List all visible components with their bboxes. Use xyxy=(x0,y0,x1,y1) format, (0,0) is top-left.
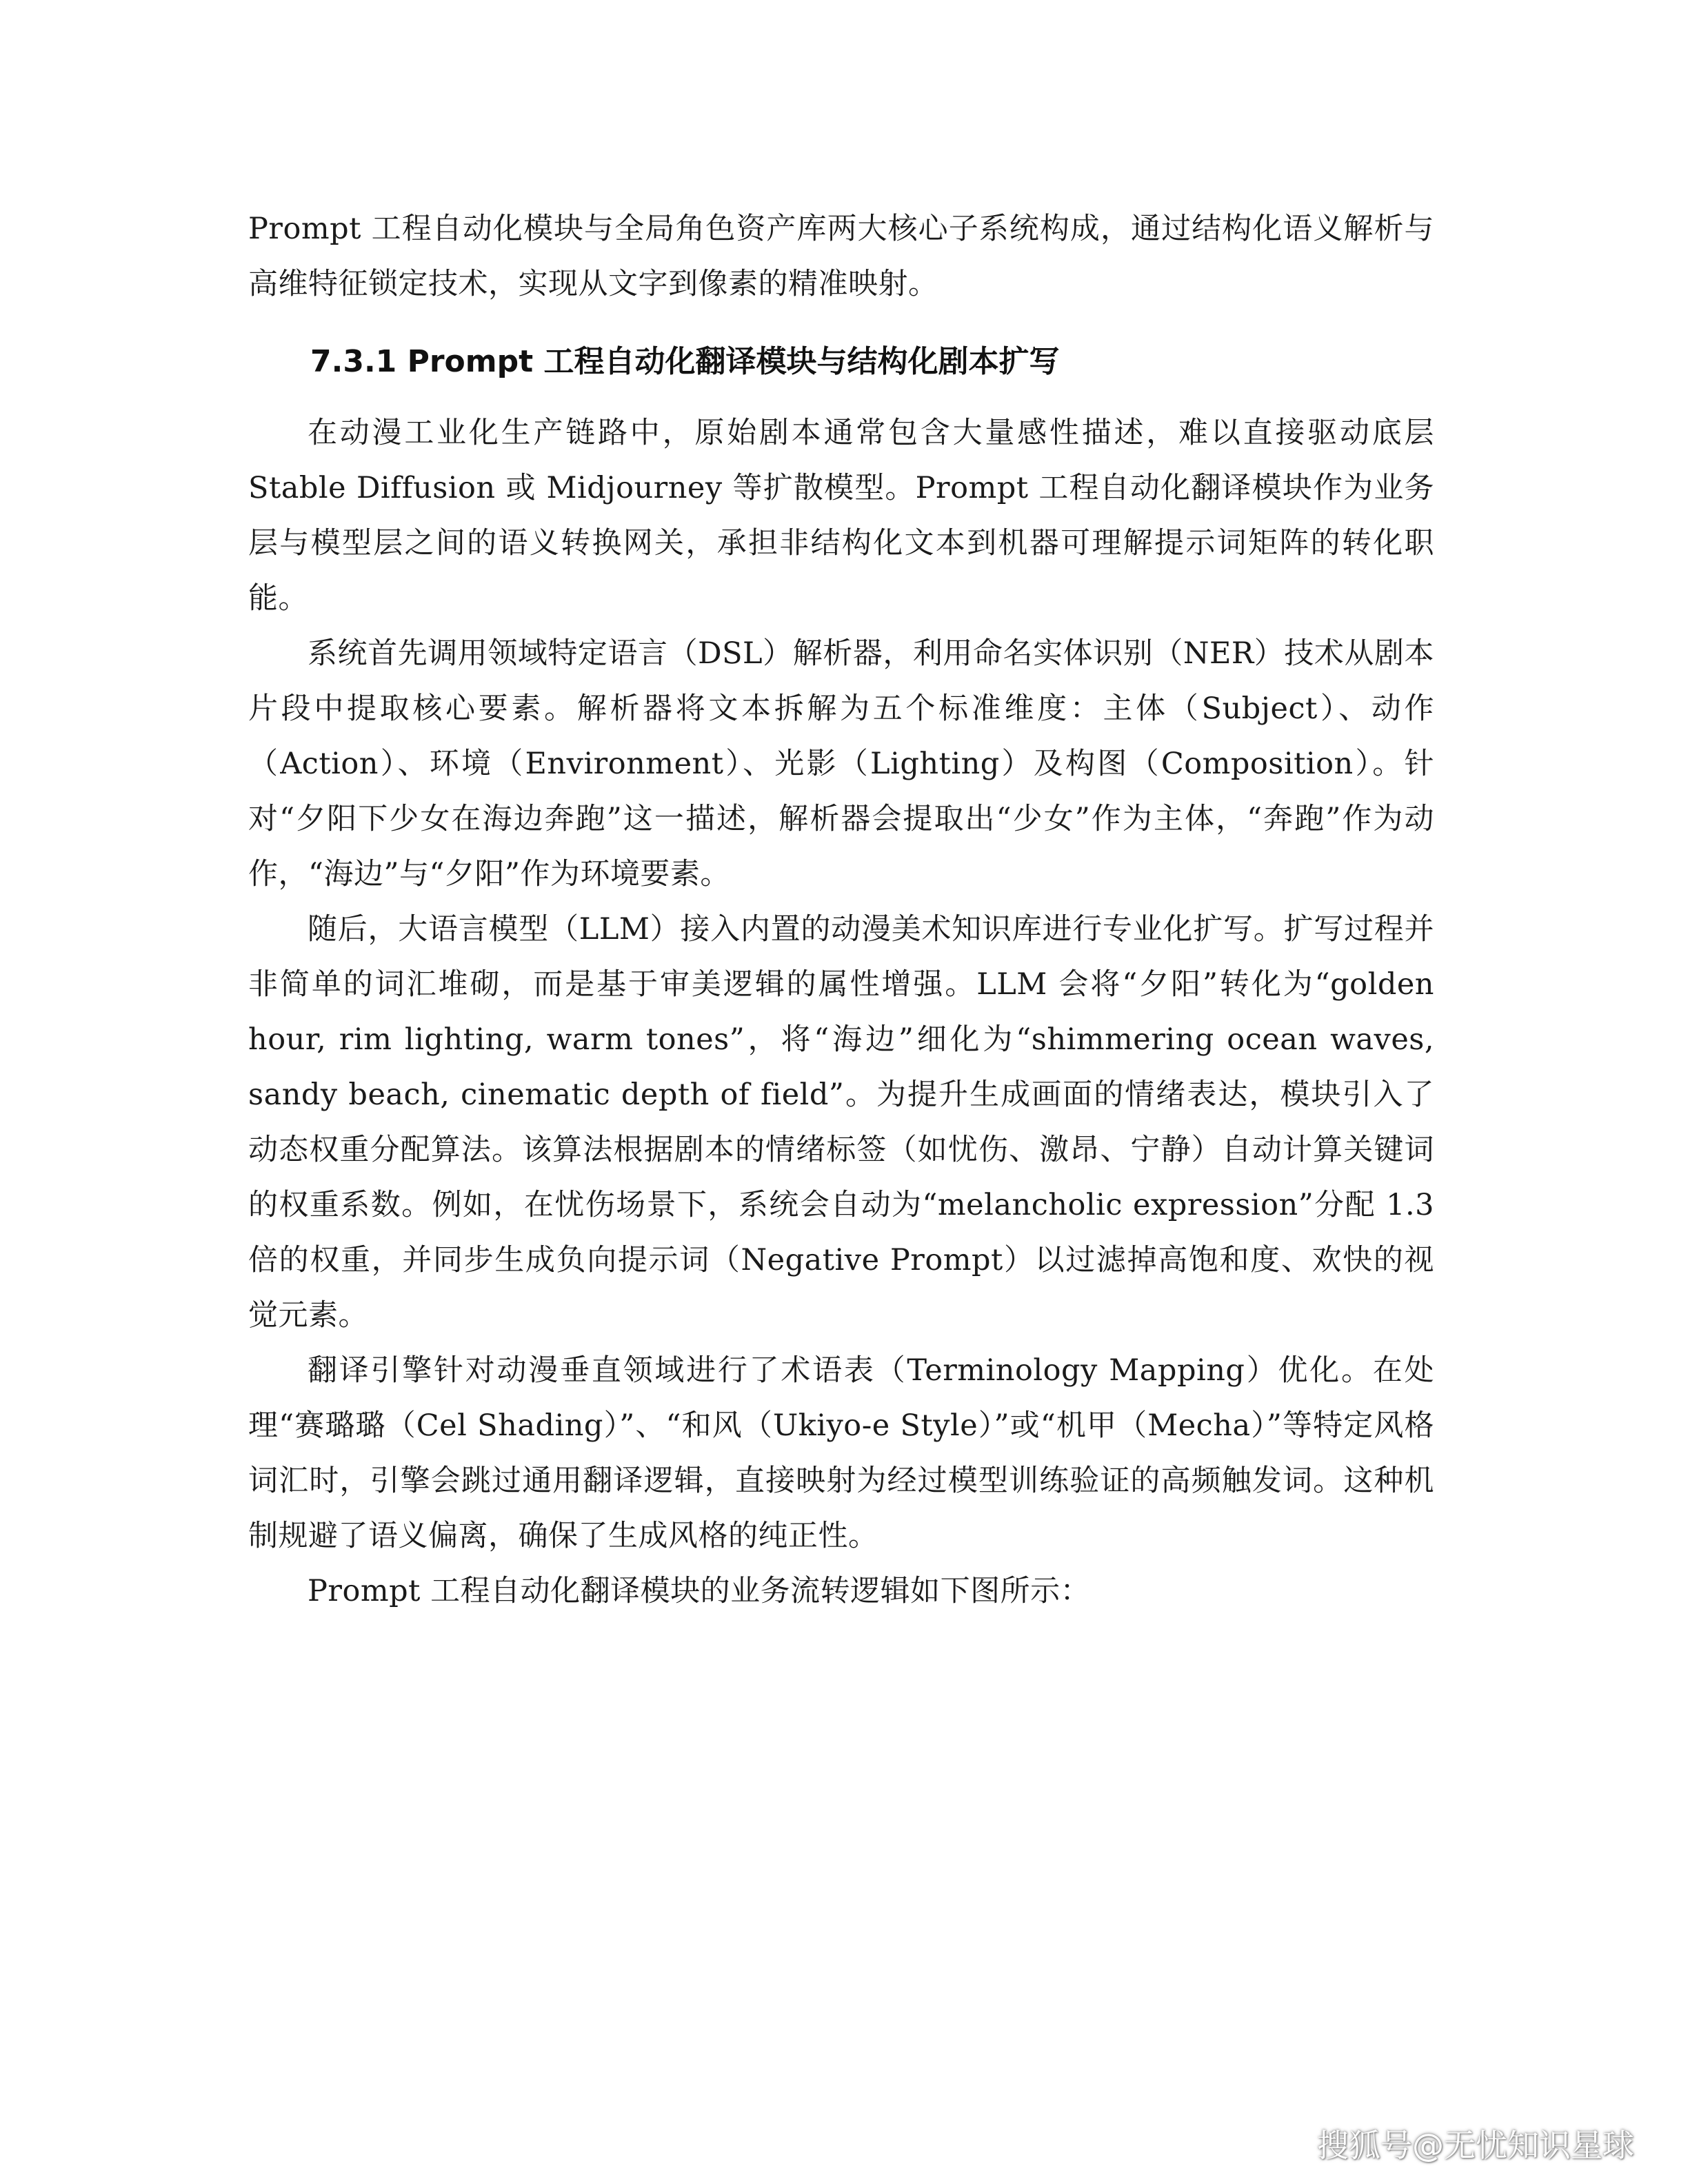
body-paragraph: Prompt 工程自动化翻译模块的业务流转逻辑如下图所示： xyxy=(308,1574,1091,1608)
body-text xyxy=(248,405,1434,1619)
intro-text xyxy=(248,201,1434,312)
body-paragraph: 随后，大语言模型（LLM）接入内置的动漫美术知识库进行专业化扩写。扩写过程并非简单的词汇堆砌，而是基于审美逻辑的属性增强。LLM 会将“夕阳”转化为“golden hour, rim lighting, warm tones”，将“海边”细化为“shimmering ocean waves, sandy beach, cinematic depth of field”。为提升生成画面的情绪表达，模块引入了动态权重分配算法。该算法根据剧本的情绪标签（如忧伤、激昂、宁静）自动计算关键词的权重系数。例如，在忧伤场景下，系统会自动为“melancholic expression”分配 1.3 倍的权重，并同步生成负向提示词（Negative Prompt）以过滤掉高饱和度、欢快的视觉元素。 xyxy=(248,912,1434,1333)
body-paragraph: 在动漫工业化生产链路中，原始剧本通常包含大量感性描述，难以直接驱动底层 Stable Diffusion 或 Midjourney 等扩散模型。Prompt 工程自动化翻译模块作为业务层与模型层之间的语义转换网关，承担非结构化文本到机器可理解提示词矩阵的转化职能。 xyxy=(248,416,1434,616)
body-paragraph: 翻译引擎针对动漫垂直领域进行了术语表（Terminology Mapping）优化。在处理“赛璐璐（Cel Shading）”、“和风（Ukiyo-e Style）”或“机甲（Mecha）”等特定风格词汇时，引擎会跳过通用翻译逻辑，直接映射为经过模型训练验证的高频触发词。这种机制规避了语义偏离，确保了生成风格的纯正性。 xyxy=(248,1353,1434,1553)
watermark: 搜狐号@无忧知识星球 xyxy=(1317,2127,1634,2164)
section-heading: 7.3.1 Prompt 工程自动化翻译模块与结构化剧本扩写 xyxy=(310,344,1060,379)
intro-paragraph: Prompt 工程自动化模块与全局角色资产库两大核心子系统构成，通过结构化语义解析与高维特征锁定技术，实现从文字到像素的精准映射。 xyxy=(248,212,1434,301)
body-paragraph: 系统首先调用领域特定语言（DSL）解析器，利用命名实体识别（NER）技术从剧本片段中提取核心要素。解析器将文本拆解为五个标准维度：主体（Subject）、动作（Action）、环境（Environment）、光影（Lighting）及构图（Composition）。针对“夕阳下少女在海边奔跑”这一描述，解析器会提取出“少女”作为主体，“奔跑”作为动作，“海边”与“夕阳”作为环境要素。 xyxy=(248,636,1434,891)
